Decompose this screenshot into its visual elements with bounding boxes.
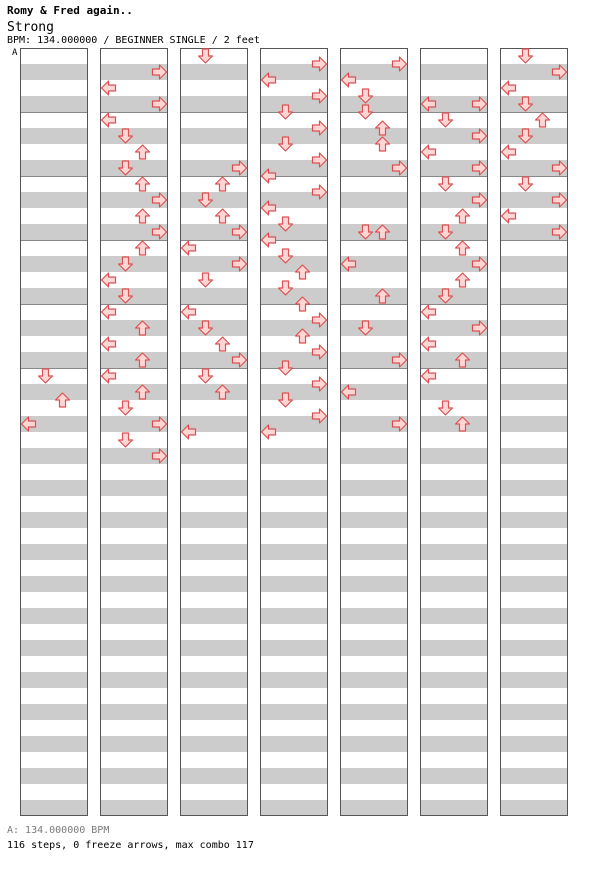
beat-stripe xyxy=(180,128,248,144)
beat-stripe xyxy=(500,640,568,656)
beat-stripe xyxy=(180,640,248,656)
footer-bpm-legend: A: 134.000000 BPM xyxy=(7,825,110,836)
beat-stripe xyxy=(260,576,328,592)
beat-stripe xyxy=(420,480,488,496)
chart-column xyxy=(500,49,568,817)
arrow-down xyxy=(439,113,453,127)
beat-stripe xyxy=(420,640,488,656)
arrow-up xyxy=(136,209,150,223)
beat-stripe xyxy=(420,608,488,624)
beat-stripe xyxy=(20,192,88,208)
beat-stripe xyxy=(340,128,408,144)
beat-stripe xyxy=(20,288,88,304)
arrow-up xyxy=(456,241,470,255)
beat-stripe xyxy=(20,608,88,624)
beat-stripe xyxy=(420,416,488,432)
beat-stripe xyxy=(500,384,568,400)
beat-stripe xyxy=(420,448,488,464)
beat-stripe xyxy=(340,288,408,304)
artist-name: Romy & Fred again.. xyxy=(7,4,133,17)
beat-stripe xyxy=(20,672,88,688)
beat-stripe xyxy=(500,736,568,752)
arrow-up xyxy=(136,241,150,255)
beat-stripe xyxy=(260,448,328,464)
beat-stripe xyxy=(100,640,168,656)
beat-stripe xyxy=(340,768,408,784)
song-title: Strong xyxy=(7,20,54,35)
beat-stripe xyxy=(20,512,88,528)
beat-stripe xyxy=(100,352,168,368)
beat-stripe xyxy=(420,384,488,400)
beat-stripe xyxy=(420,800,488,816)
beat-stripe xyxy=(500,608,568,624)
beat-stripe xyxy=(500,416,568,432)
beat-stripe xyxy=(500,288,568,304)
beat-stripe xyxy=(100,320,168,336)
beat-stripe xyxy=(180,576,248,592)
beat-stripe xyxy=(100,736,168,752)
beat-stripe xyxy=(260,736,328,752)
arrow-left xyxy=(422,305,436,319)
chart-column xyxy=(20,49,88,817)
beat-stripe xyxy=(180,96,248,112)
arrow-left xyxy=(102,81,116,95)
beat-stripe xyxy=(260,800,328,816)
arrow-left xyxy=(502,209,516,223)
chart-column xyxy=(340,49,408,817)
beat-stripe xyxy=(420,64,488,80)
arrow-left xyxy=(502,81,516,95)
beat-stripe xyxy=(100,576,168,592)
beat-stripe xyxy=(20,800,88,816)
bpm-info: BPM: 134.000000 / BEGINNER SINGLE / 2 feet xyxy=(7,35,260,46)
beat-stripe xyxy=(20,320,88,336)
beat-stripe xyxy=(340,704,408,720)
beat-stripe xyxy=(500,480,568,496)
beat-stripe xyxy=(420,288,488,304)
beat-stripe xyxy=(180,288,248,304)
beat-stripe xyxy=(180,320,248,336)
beat-stripe xyxy=(260,640,328,656)
beat-stripe xyxy=(340,576,408,592)
arrow-down xyxy=(119,433,133,447)
beat-stripe xyxy=(20,96,88,112)
beat-stripe xyxy=(500,800,568,816)
beat-stripe xyxy=(260,768,328,784)
beat-stripe xyxy=(500,96,568,112)
beat-stripe xyxy=(20,128,88,144)
arrow-up xyxy=(216,209,230,223)
beat-stripe xyxy=(500,544,568,560)
beat-stripe xyxy=(500,352,568,368)
beat-stripe xyxy=(100,512,168,528)
beat-stripe xyxy=(500,768,568,784)
beat-stripe xyxy=(20,768,88,784)
beat-stripe xyxy=(420,704,488,720)
beat-stripe xyxy=(420,736,488,752)
beat-stripe xyxy=(500,576,568,592)
beat-stripe xyxy=(340,320,408,336)
beat-stripe xyxy=(100,704,168,720)
beat-stripe xyxy=(20,160,88,176)
arrow-left xyxy=(102,273,116,287)
beat-stripe xyxy=(180,384,248,400)
beat-stripe xyxy=(100,608,168,624)
beat-stripe xyxy=(260,608,328,624)
beat-stripe xyxy=(100,160,168,176)
beat-stripe xyxy=(340,224,408,240)
beat-stripe xyxy=(500,512,568,528)
beat-stripe xyxy=(20,352,88,368)
chart-column xyxy=(420,49,488,817)
beat-stripe xyxy=(180,544,248,560)
arrow-up xyxy=(536,113,550,127)
beat-stripe xyxy=(260,544,328,560)
beat-stripe xyxy=(20,64,88,80)
beat-stripe xyxy=(180,480,248,496)
beat-stripe xyxy=(20,480,88,496)
beat-stripe xyxy=(100,288,168,304)
arrow-left xyxy=(182,241,196,255)
arrow-left xyxy=(102,305,116,319)
beat-stripe xyxy=(340,96,408,112)
beat-stripe xyxy=(260,704,328,720)
arrow-left xyxy=(422,369,436,383)
beat-stripe xyxy=(100,128,168,144)
beat-stripe xyxy=(180,768,248,784)
beat-stripe xyxy=(500,256,568,272)
beat-stripe xyxy=(420,544,488,560)
arrow-down xyxy=(519,49,533,63)
chart-column xyxy=(100,49,168,817)
beat-stripe xyxy=(100,480,168,496)
beat-stripe xyxy=(340,544,408,560)
beat-stripe xyxy=(500,128,568,144)
beat-stripe xyxy=(100,384,168,400)
bpm-marker-label: A xyxy=(12,48,18,58)
arrow-up xyxy=(136,145,150,159)
beat-stripe xyxy=(180,512,248,528)
beat-stripe xyxy=(180,64,248,80)
beat-stripe xyxy=(260,256,328,272)
arrow-up xyxy=(136,177,150,191)
beat-stripe xyxy=(20,544,88,560)
beat-stripe xyxy=(180,448,248,464)
beat-stripe xyxy=(420,672,488,688)
beat-stripe xyxy=(340,192,408,208)
beat-stripe xyxy=(340,608,408,624)
beat-stripe xyxy=(260,512,328,528)
beat-stripe xyxy=(100,672,168,688)
beat-stripe xyxy=(260,672,328,688)
arrow-left xyxy=(102,113,116,127)
beat-stripe xyxy=(500,704,568,720)
footer-stats: 116 steps, 0 freeze arrows, max combo 117 xyxy=(7,840,254,851)
beat-stripe xyxy=(180,672,248,688)
arrow-down xyxy=(439,401,453,415)
beat-stripe xyxy=(500,320,568,336)
beat-stripe xyxy=(20,384,88,400)
beat-stripe xyxy=(20,736,88,752)
arrow-up xyxy=(216,337,230,351)
arrow-down xyxy=(199,369,213,383)
arrow-down xyxy=(439,177,453,191)
beat-stripe xyxy=(20,576,88,592)
arrow-down xyxy=(39,369,53,383)
arrow-down xyxy=(119,401,133,415)
beat-stripe xyxy=(180,800,248,816)
beat-stripe xyxy=(100,800,168,816)
beat-stripe xyxy=(20,640,88,656)
arrow-down xyxy=(519,177,533,191)
beat-stripe xyxy=(180,736,248,752)
arrow-down xyxy=(199,273,213,287)
beat-stripe xyxy=(500,672,568,688)
beat-stripe xyxy=(180,704,248,720)
beat-stripe xyxy=(420,224,488,240)
arrow-up xyxy=(456,273,470,287)
beat-stripe xyxy=(180,608,248,624)
arrow-left xyxy=(102,369,116,383)
beat-stripe xyxy=(340,640,408,656)
arrow-down xyxy=(199,49,213,63)
beat-stripe xyxy=(340,480,408,496)
arrow-left xyxy=(182,305,196,319)
beat-stripe xyxy=(20,224,88,240)
beat-stripe xyxy=(100,544,168,560)
beat-stripe xyxy=(500,448,568,464)
arrow-left xyxy=(422,145,436,159)
beat-stripe xyxy=(20,256,88,272)
beat-stripe xyxy=(340,512,408,528)
arrow-left xyxy=(102,337,116,351)
beat-stripe xyxy=(420,768,488,784)
beat-stripe xyxy=(340,672,408,688)
arrow-left xyxy=(502,145,516,159)
beat-stripe xyxy=(340,448,408,464)
arrow-up xyxy=(216,177,230,191)
beat-stripe xyxy=(420,512,488,528)
beat-stripe xyxy=(420,576,488,592)
beat-stripe xyxy=(340,800,408,816)
arrow-left xyxy=(422,337,436,351)
beat-stripe xyxy=(20,448,88,464)
beat-stripe xyxy=(260,480,328,496)
beat-stripe xyxy=(420,352,488,368)
beat-stripe xyxy=(100,256,168,272)
beat-stripe xyxy=(340,736,408,752)
beat-stripe xyxy=(260,288,328,304)
arrow-up xyxy=(456,209,470,223)
beat-stripe xyxy=(20,704,88,720)
beat-stripe xyxy=(180,192,248,208)
beat-stripe xyxy=(100,768,168,784)
